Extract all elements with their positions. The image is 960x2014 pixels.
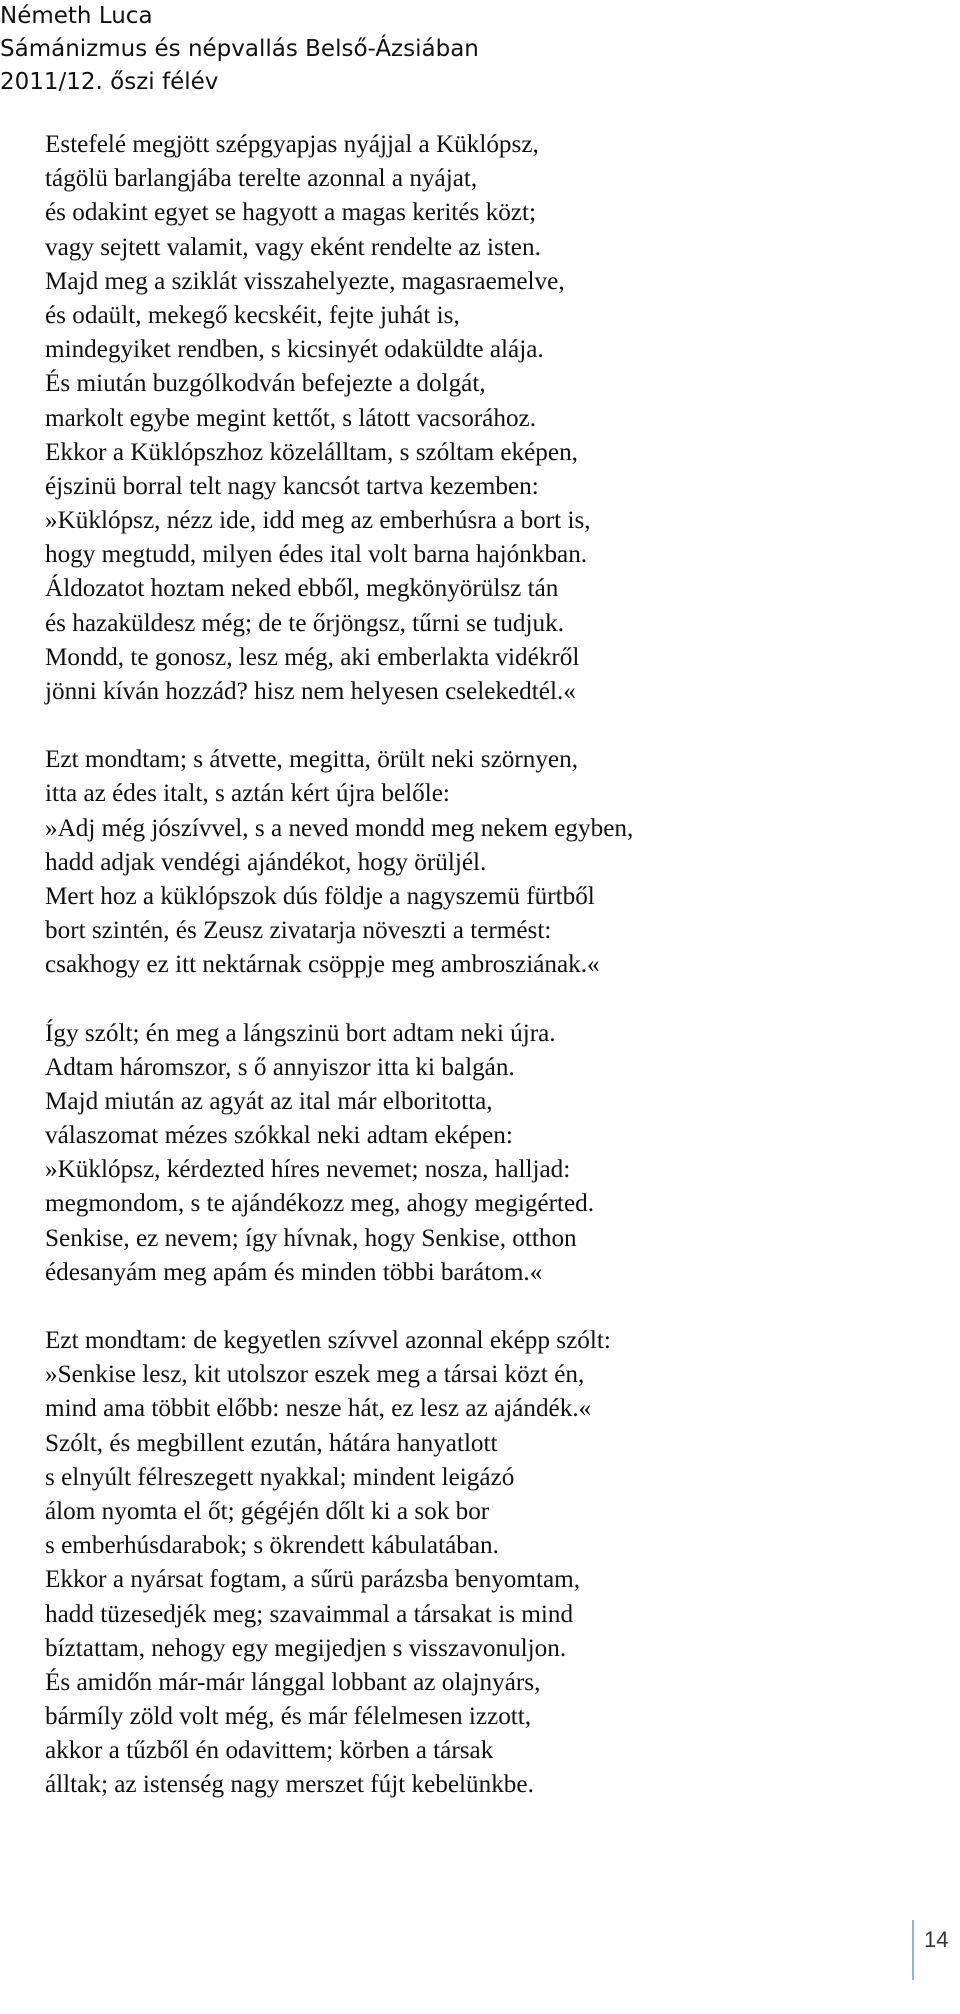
poem-line: markolt egybe megint kettőt, s látott vacsorához.	[45, 404, 537, 432]
poem-line: megmondom, s te ajándékozz meg, ahogy megigérted.	[45, 1190, 595, 1218]
poem-line: Ekkor a nyársat fogtam, a sűrü parázsba benyomtam,	[45, 1566, 581, 1594]
poem-line: akkor a tűzből én odavittem; körben a társak	[45, 1737, 494, 1765]
semester: 2011/12. őszi félév	[0, 69, 219, 95]
poem-line: És miután buzgólkodván befejezte a dolgát,	[45, 370, 486, 398]
poem-line: Mondd, te gonosz, lesz még, aki emberlakta vidékről	[45, 643, 580, 671]
poem-line: és odakint egyet se hagyott a magas kerités közt;	[45, 199, 537, 227]
stanza	[45, 1017, 925, 1291]
poem-line: Áldozatot hoztam neked ebből, megkönyörülsz tán	[45, 575, 559, 603]
poem-line: tágölü barlangjába terelte azonnal a nyájat,	[45, 165, 478, 193]
stanza	[45, 1324, 925, 1803]
poem-line: Mert hoz a küklópszok dús földje a nagyszemü fürtből	[45, 882, 595, 910]
poem-line: éjszinü borral telt nagy kancsót tartva kezemben:	[45, 472, 539, 500]
poem-text	[45, 128, 925, 1803]
poem-line: csakhogy ez itt nektárnak csöppje meg ambrosziának.«	[45, 951, 600, 979]
poem-line: és odaült, mekegő kecskéit, fejte juhát is,	[45, 301, 460, 329]
poem-line: Ekkor a Küklópszhoz közelálltam, s szóltam eképen,	[45, 438, 578, 466]
poem-line: »Senkise lesz, kit utolszor eszek meg a társai közt én,	[45, 1361, 585, 1389]
stanza	[45, 128, 925, 709]
poem-line: édesanyám meg apám és minden többi barátom.«	[45, 1258, 543, 1286]
poem-line: Estefelé megjött szépgyapjas nyájjal a Küklópsz,	[45, 131, 539, 158]
poem-line: Így szólt; én meg a lángszinü bort adtam neki újra.	[45, 1019, 556, 1047]
poem-line: Ezt mondtam; s átvette, megitta, örült neki szörnyen,	[45, 746, 578, 774]
poem-line: Majd miután az agyát az ital már elboritotta,	[45, 1087, 493, 1115]
poem-line: Majd meg a sziklát visszahelyezte, magasraemelve,	[45, 267, 565, 295]
poem-line: bármíly zöld volt még, és már félelmesen izzott,	[45, 1703, 532, 1731]
poem-line: álltak; az istenség nagy merszet fújt kebelünkbe.	[45, 1771, 534, 1799]
poem-line: »Küklópsz, nézz ide, idd meg az emberhúsra a bort is,	[45, 507, 591, 535]
poem-line: Ezt mondtam: de kegyetlen szívvel azonnal eképp szólt:	[45, 1327, 611, 1354]
page-number: 14	[912, 1920, 948, 1980]
poem-line: Senkise, ez nevem; így hívnak, hogy Senkise, otthon	[45, 1224, 577, 1252]
page-header	[0, 0, 479, 99]
poem-line: »Küklópsz, kérdezted híres nevemet; nosza, halljad:	[45, 1156, 571, 1184]
poem-line: hadd tüzesedjék meg; szavaimmal a társakat is mind	[45, 1600, 574, 1628]
poem-line: álom nyomta el őt; gégéjén dőlt ki a sok bor	[45, 1497, 490, 1525]
poem-line: bort szintén, és Zeusz zivatarja növeszti a termést:	[45, 917, 552, 945]
poem-line: bíztattam, nehogy egy megijedjen s visszavonuljon.	[45, 1634, 567, 1662]
poem-line: hogy megtudd, milyen édes ital volt barna hajónkban.	[45, 541, 588, 569]
poem-line: mind ama többit előbb: nesze hát, ez lesz az ajándék.«	[45, 1395, 592, 1423]
poem-line: És amidőn már-már lánggal lobbant az olajnyárs,	[45, 1668, 541, 1696]
poem-line: mindegyiket rendben, s kicsinyét odaküldte alája.	[45, 336, 544, 364]
poem-line: »Adj még jószívvel, s a neved mondd meg nekem egyben,	[45, 814, 634, 842]
stanza	[45, 743, 925, 982]
poem-line: jönni kíván hozzád? hisz nem helyesen cselekedtél.«	[45, 678, 576, 705]
poem-line: hadd adjak vendégi ajándékot, hogy örüljél.	[45, 848, 487, 876]
poem-line: s elnyúlt félreszegett nyakkal; mindent leigázó	[45, 1463, 515, 1491]
poem-line: Szólt, és megbillent ezután, hátára hanyatlott	[45, 1429, 498, 1457]
author-name: Németh Luca	[0, 3, 153, 29]
poem-line: válaszomat mézes szókkal neki adtam eképen:	[45, 1122, 513, 1150]
poem-line: és hazaküldesz még; de te őrjöngsz, tűrni se tudjuk.	[45, 609, 565, 637]
poem-line: Adtam háromszor, s ő annyiszor itta ki balgán.	[45, 1053, 515, 1081]
poem-line: vagy sejtett valamit, vagy eként rendelte az isten.	[45, 233, 541, 261]
course-title: Sámánizmus és népvallás Belső-Ázsiában	[0, 36, 479, 62]
poem-line: s emberhúsdarabok; s ökrendett kábulatában.	[45, 1532, 499, 1560]
poem-line: itta az édes italt, s aztán kért újra belőle:	[45, 780, 450, 808]
